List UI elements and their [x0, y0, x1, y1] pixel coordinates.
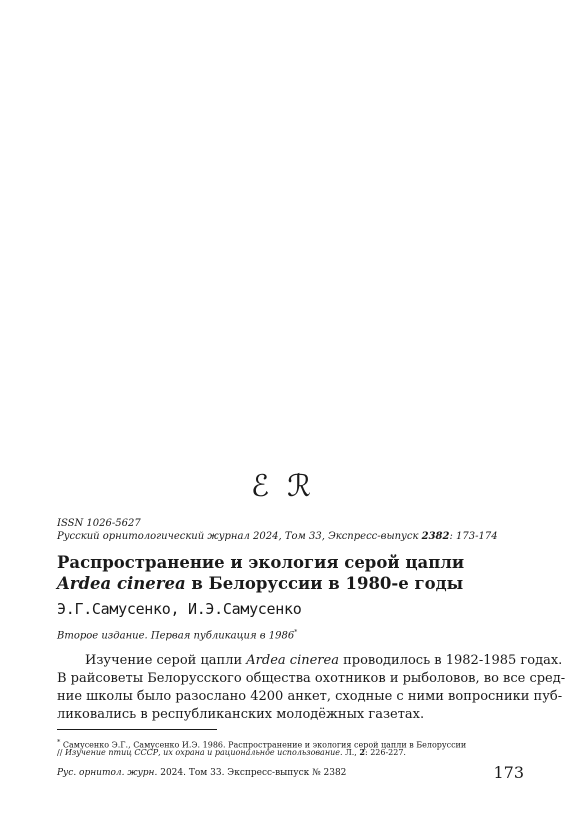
- journal-citation: [57, 530, 498, 543]
- body-latin-name: Ardea cinerea: [246, 653, 339, 668]
- title-line-1: Распространение и экология серой цапли: [57, 553, 465, 572]
- body-line-4: ликовались в республиканских молодёжных газетах.: [57, 707, 425, 722]
- body-line-1: Изучение серой цапли Ardea cinerea проводилось в 1982-1985 годах.: [85, 653, 563, 668]
- page-number: 173: [493, 763, 524, 782]
- issue-number: 2382: [421, 531, 450, 542]
- body-line-3: ние школы было разослано 4200 анкет, сходные с ними вопросники пуб-: [57, 689, 563, 704]
- edition-footnote-mark: *: [294, 629, 298, 636]
- issue-pages: : 173-174: [449, 531, 498, 542]
- footnote-line-1: * Самусенко Э.Г., Самусенко И.Э. 1986. Распространение и экология серой цапли в Белоруссии: [57, 738, 467, 750]
- ornament-left-icon: ℰ: [250, 469, 288, 504]
- body-text: [57, 652, 566, 724]
- footnote-divider: [57, 729, 217, 730]
- footnote-mark: *: [57, 738, 61, 746]
- title-line-2-rest: в Белоруссии в 1980-е годы: [185, 574, 464, 593]
- edition-text: Второе издание. Первая публикация в 1986: [57, 630, 295, 642]
- footnote-line-2: // Изучение птиц СССР, их охрана и рациональное использование. Л., 2: 226-227.: [57, 747, 406, 757]
- edition-note: [57, 626, 297, 642]
- ornament-right-icon: ℛ: [287, 469, 330, 504]
- journal-name: Русский орнитологический журнал 2024, Том 33, Экспресс-выпуск: [57, 531, 422, 542]
- decorative-ornament: [0, 470, 580, 504]
- footer-issue: 2024. Том 33. Экспресс-выпуск № 2382: [157, 768, 347, 778]
- title-latin-name: Ardea cinerea: [57, 574, 186, 593]
- page-footer: [57, 768, 346, 779]
- footer-journal-abbr: Рус. орнитол. журн.: [57, 768, 158, 778]
- article-title: [57, 552, 527, 594]
- authors: Э.Г.Самусенко, И.Э.Самусенко: [57, 600, 302, 618]
- body-line-2: В райсоветы Белорусского общества охотников и рыболовов, во все сред-: [57, 671, 566, 686]
- title-line-2: [57, 573, 527, 594]
- issn-line: ISSN 1026-5627: [57, 518, 141, 529]
